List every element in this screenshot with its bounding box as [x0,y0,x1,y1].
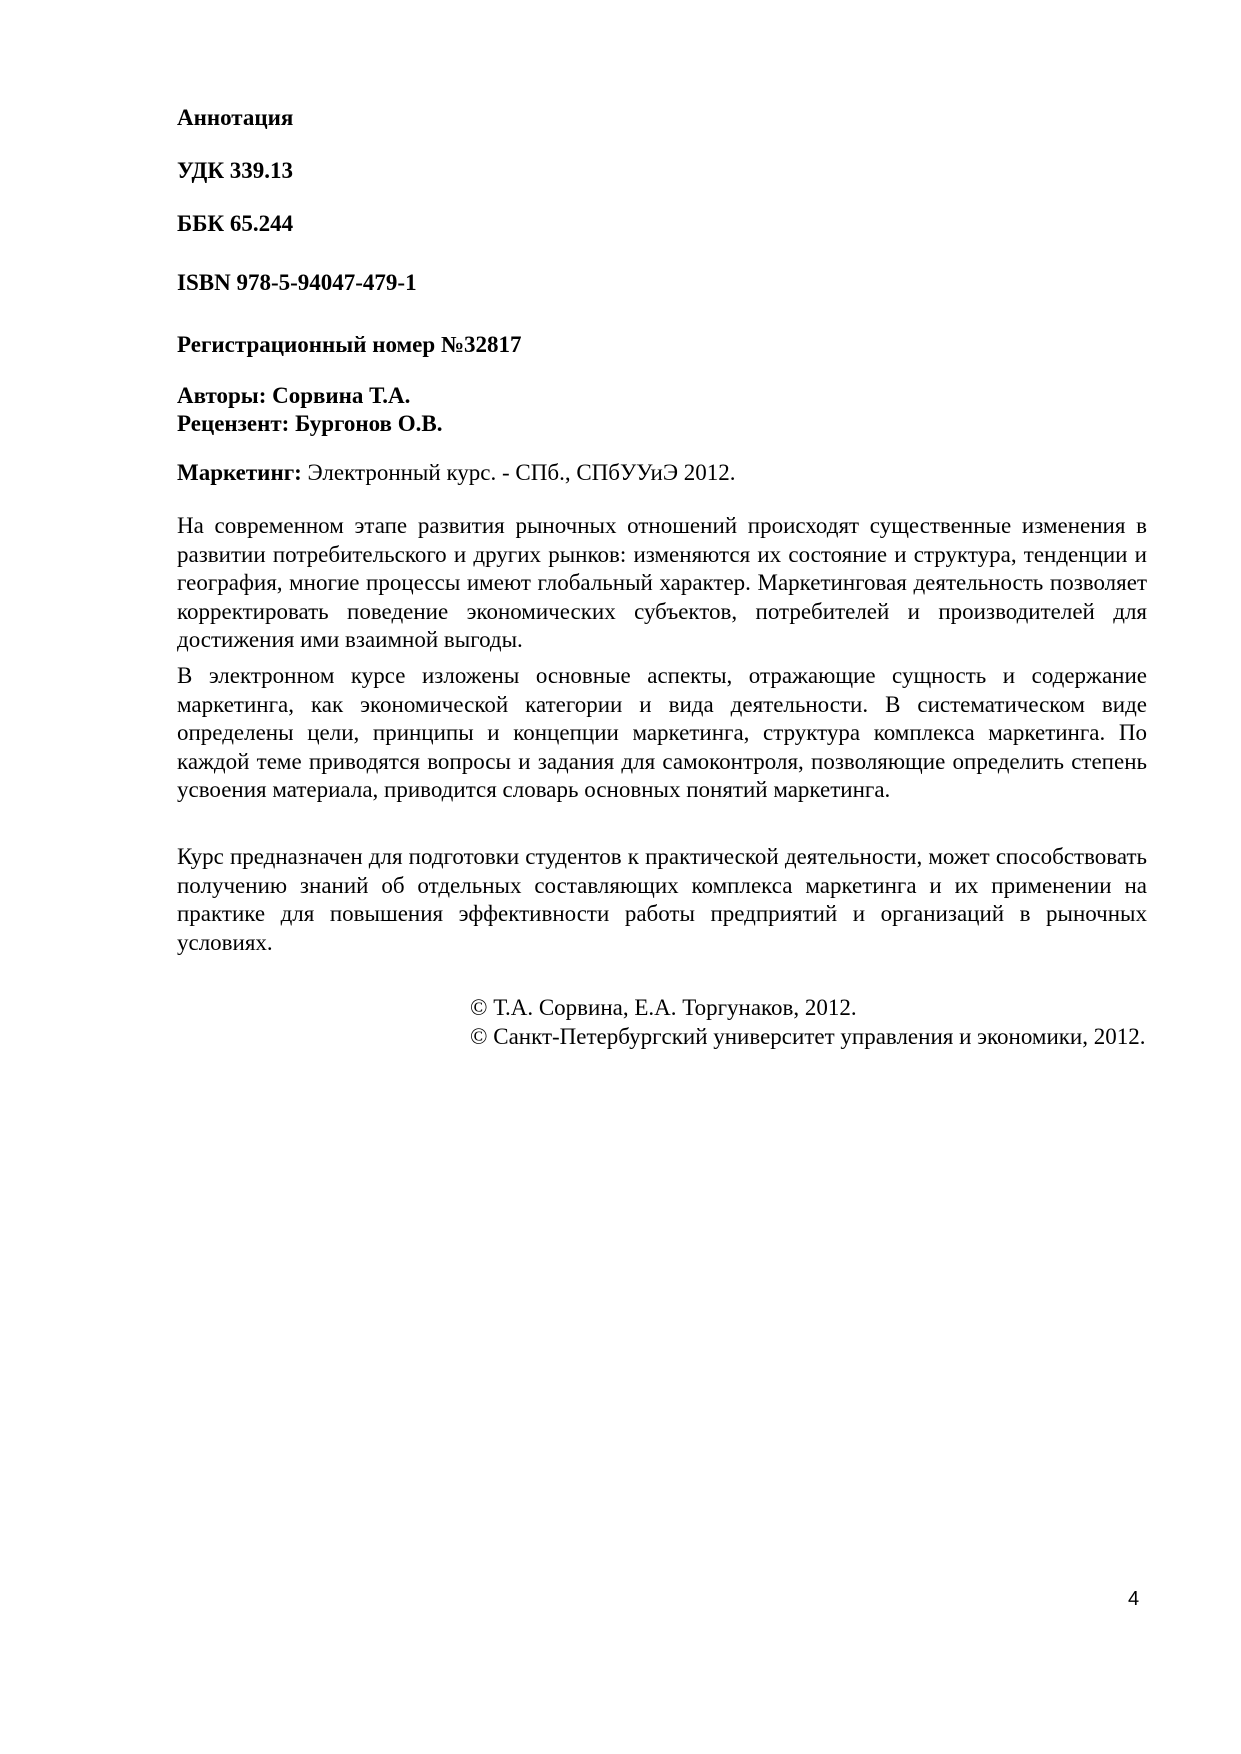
page-number: 4 [1128,1588,1140,1610]
isbn-number: ISBN 978-5-94047-479-1 [177,270,417,295]
udk-code: УДК 339.13 [177,158,294,183]
authors-line: Авторы: Сорвина Т.А. [177,383,411,408]
citation-title: Маркетинг: [177,460,302,485]
paragraph-3: Курс предназначен для подготовки студентов к практической деятельности, может способствовать получению знаний об отдельных составляющих комплекса маркетинга и их применении на практике для повышения эффективности работы предприятий и организаций в рыночных условиях. [177,844,1147,955]
citation-details: Электронный курс. - СПб., СПбУУиЭ 2012. [301,460,736,485]
paragraph-2: В электронном курсе изложены основные аспекты, отражающие сущность и содержание маркетинга, как экономической категории и вида деятельности. В систематическом виде определены цели, принципы и концепции маркетинга, структура комплекса маркетинга. По каждой теме приводятся вопросы и задания для самоконтроля, позволяющие определить степень усвоения материала, приводится словарь основных понятий маркетинга. [177,663,1147,802]
paragraph-1: На современном этапе развития рыночных отношений происходят существенные изменения в развитии потребительского и других рынков: изменяются их состояние и структура, тенденции и география, многие процессы имеют глобальный характер. Маркетинговая деятельность позволяет корректировать поведение экономических субъектов, потребителей и производителей для достижения ими взаимной выгоды. [177,513,1147,652]
annotation-title: Аннотация [177,105,294,130]
copyright-university: © Санкт-Петербургский университет управления и экономики, 2012. [470,1024,1146,1049]
reviewer-line: Рецензент: Бургонов О.В. [177,411,443,436]
bbk-code: ББК 65.244 [177,211,294,236]
copyright-authors: © Т.А. Сорвина, Е.А. Торгунаков, 2012. [470,995,857,1020]
copyright-block [0,993,1241,1093]
citation-line [177,459,1147,488]
registration-number: Регистрационный номер №32817 [177,332,522,357]
